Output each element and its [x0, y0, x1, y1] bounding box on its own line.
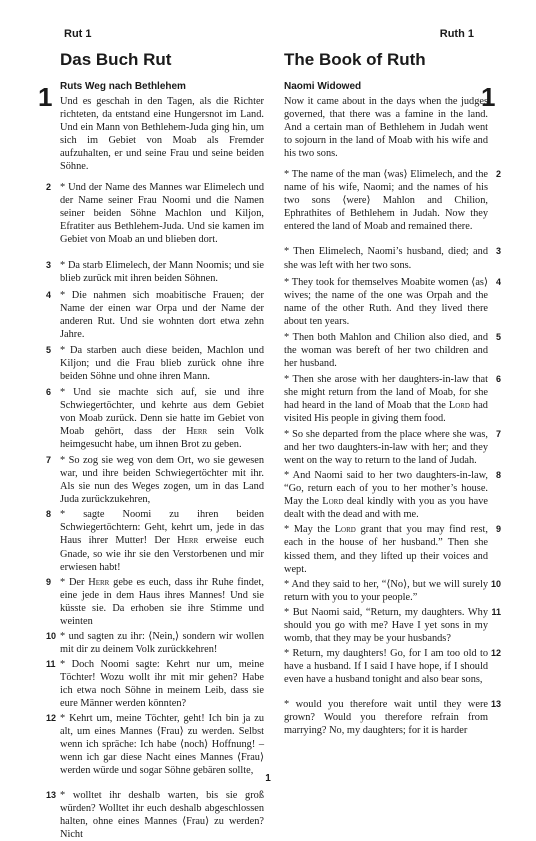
- verse-text: * So she departed from the place where she was, and her two daughters-in-law with her; and they went on the way to return to the land of Judah.: [284, 429, 488, 467]
- verse-text: Now it came about in the days when the judges governed, that there was a famine in the land. And a certain man of Bethlehem in Judah went to sojourn in the land of Moab with his wife and his two sons.: [284, 96, 488, 160]
- verse-list-german: [46, 95, 264, 841]
- chapter-number-right: 1: [481, 82, 496, 112]
- verse-text: * Und der Name des Mannes war Elimelech und der Name seiner Frau Noomi und die Namen seiner beiden Söhne Machlon und Kiljon, Efratiter aus Bethlehem-Juda. Und sie kamen im Gebiet von Moab an und blieben dort.: [60, 182, 264, 246]
- english-column: [284, 50, 501, 737]
- verse-right-7: [284, 428, 501, 467]
- running-header-right: Ruth 1: [439, 28, 474, 40]
- verse-number: 12: [46, 713, 57, 724]
- verse-number: 10: [490, 578, 501, 589]
- verse-number: 7: [495, 429, 501, 440]
- verse-right-13: [284, 698, 501, 737]
- running-header-left: Rut 1: [64, 28, 92, 40]
- verse-number: 9: [46, 576, 52, 587]
- section-heading-english: Naomi Widowed: [284, 81, 362, 92]
- verse-text: * Then she arose with her daughters-in-law that she might return from the land of Moab, for she had heard in the land of Moab that the Lord had visited His people in giving them food.: [284, 373, 488, 425]
- verse-text: * And they said to her, “⟨No⟩, but we will surely return with you to your people.”: [284, 578, 488, 603]
- verse-text: * Der Herr gebe es euch, dass ihr Ruhe findet, eine jede in dem Haus ihres Mannes! Und sie küsste sie. Da erhoben sie ihre Stimme und weinten: [60, 576, 264, 627]
- verse-number: 6: [46, 386, 52, 397]
- verse-text: * Kehrt um, meine Töchter, geht! Ich bin ja zu alt, um eines Mannes ⟨Frau⟩ zu werden. Selbst wenn ich spräche: Ich habe ⟨noch⟩ Hoffnung! – wenn ich gar diese Nacht eines Mannes ⟨Frau⟩ werden würde und sogar Söhne gebären sollte,: [60, 713, 264, 777]
- verse-number: 13: [490, 698, 501, 709]
- verse-text: * Return, my daughters! Go, for I am too old to have a husband. If I said I have hope, if I should even have a husband tonight and also bear sons,: [284, 647, 488, 685]
- verse-text: * They took for themselves Moabite women ⟨as⟩ wives; the name of the one was Orpah and the name of the other Ruth. And they lived there about ten years.: [284, 276, 488, 327]
- verse-right-4: [284, 276, 501, 328]
- verse-left-5: [46, 344, 264, 383]
- verse-number: 5: [495, 331, 501, 342]
- verse-right-6: [284, 373, 501, 425]
- verse-number: 4: [495, 276, 501, 287]
- verse-text: * Doch Noomi sagte: Kehrt nur um, meine Töchter! Wozu wollt ihr mit mir gehen? Habe ich etwa noch Söhne in meinem Leib, dass sie eure Männer werden könnten?: [60, 658, 264, 710]
- verse-left-8: [46, 508, 264, 573]
- verse-text: * sagte Noomi zu ihren beiden Schwiegertöchtern: Geht, kehrt um, jede in das Haus ihrer Mutter! Der Herr erweise euch Gnade, so wie ihr sie den Verstorbenen und mir erwiesen habt!: [60, 509, 264, 573]
- verse-right-3: [284, 245, 501, 271]
- book-title-german: Das Buch Rut: [60, 50, 172, 69]
- verse-right-10: [284, 578, 501, 604]
- verse-number: 12: [490, 647, 501, 658]
- verse-left-7: [46, 454, 264, 506]
- chapter-number-left: 1: [38, 82, 53, 112]
- verse-number: 8: [495, 470, 501, 481]
- verse-left-11: [46, 658, 264, 710]
- section-heading-german: Ruts Weg nach Bethlehem: [60, 81, 186, 92]
- verse-text: * But Naomi said, “Return, my daughters. Why should you go with me? Have I yet sons in my womb, that they may be your husbands?: [284, 606, 488, 644]
- verse-text: * would you therefore wait until they were grown? Would you therefore refrain from marrying? No, my daughters; for it is harder: [284, 698, 488, 737]
- verse-left-10: [46, 630, 264, 656]
- verse-text: * May the Lord grant that you may find rest, each in the house of her husband.” Then she kissed them, and they lifted up their voices and wept.: [284, 524, 488, 575]
- verse-text: * Die nahmen sich moabitische Frauen; der Name der einen war Orpa und der Name der anderen Rut. Und sie wohnten dort etwa zehn Jahre.: [60, 289, 264, 340]
- verse-right-9: [284, 523, 501, 575]
- verse-left-9: [46, 576, 264, 628]
- verse-number: 11: [491, 606, 501, 617]
- verse-list-english: [284, 95, 501, 737]
- verse-left-2: [46, 181, 264, 246]
- verse-left-3: [46, 259, 264, 285]
- verse-number: 7: [46, 455, 52, 466]
- verse-left-6: [46, 386, 264, 451]
- german-column: [46, 50, 264, 841]
- verse-text: * Then Elimelech, Naomi’s husband, died; and she was left with her two sons.: [284, 246, 488, 271]
- verse-number: 10: [46, 630, 57, 641]
- verse-number: 5: [46, 344, 52, 355]
- verse-text: * Und sie machte sich auf, sie und ihre Schwiegertöchter, und kehrte aus dem Gebiet von Moab zurück. Denn sie hatte im Gebiet von Moab gehört, dass der Herr sein Volk heimgesucht habe, um ihnen Brot zu geben.: [60, 386, 264, 451]
- verse-left-4: [46, 289, 264, 341]
- verse-right-5: [284, 331, 501, 370]
- verse-text: Und es geschah in den Tagen, als die Richter richteten, da entstand eine Hungersnot im Land. Und ein Mann von Bethlehem-Juda ging hin, um sich im Gebiet von Moab als Fremder aufzuhalten, er und seine Frau und seine beiden Söhne.: [60, 96, 264, 173]
- verse-number: 8: [46, 509, 52, 520]
- verse-left-12: [46, 712, 264, 777]
- verse-number: 2: [46, 182, 52, 193]
- verse-left-1: [60, 95, 264, 173]
- verse-text: * The name of the man ⟨was⟩ Elimelech, and the name of his wife, Naomi; and the names of his two sons ⟨were⟩ Mahlon and Chilion, Ephrathites of Bethlehem in Judah. Now they entered the land of Moab and remained there.: [284, 169, 488, 233]
- verse-text: * So zog sie weg von dem Ort, wo sie gewesen war, und ihre beiden Schwiegertöchter mit ihr. Als sie nun des Weges zogen, um in das Land Juda zurückzukehren,: [60, 455, 264, 506]
- verse-text: * Da starben auch diese beiden, Machlon und Kiljon; und die Frau blieb zurück ohne ihre beiden Söhne und ohne ihren Mann.: [60, 344, 264, 382]
- verse-text: * und sagten zu ihr: ⟨Nein,⟩ sondern wir wollen mit dir zu deinem Volk zurückkehren!: [60, 630, 264, 655]
- book-title-english: The Book of Ruth: [284, 50, 426, 69]
- verse-number: 13: [46, 790, 57, 801]
- verse-text: * Then both Mahlon and Chilion also died, and the woman was bereft of her two children and her husband.: [284, 331, 488, 369]
- verse-text: * Da starb Elimelech, der Mann Noomis; und sie blieb zurück mit ihren beiden Söhnen.: [60, 259, 264, 284]
- verse-number: 9: [495, 524, 501, 535]
- page-number: 1: [265, 773, 271, 784]
- verse-text: * And Naomi said to her two daughters-in-law, “Go, return each of you to her mother’s house. May the Lord deal kindly with you as you have dealt with the dead and with me.: [284, 470, 488, 521]
- verse-left-13: [46, 789, 264, 841]
- verse-right-11: [284, 606, 501, 645]
- verse-number: 3: [495, 246, 501, 257]
- verse-right-1: [284, 95, 488, 160]
- verse-number: 2: [495, 169, 501, 180]
- verse-right-2: [284, 168, 501, 233]
- verse-right-12: [284, 647, 501, 686]
- verse-number: 3: [46, 259, 52, 270]
- verse-number: 6: [495, 373, 501, 384]
- verse-number: 11: [46, 658, 56, 669]
- verse-number: 4: [46, 289, 52, 300]
- verse-text: * wolltet ihr deshalb warten, bis sie groß würden? Wolltet ihr euch deshalb abgeschlossen halten, ohne eines Mannes ⟨Frau⟩ zu werden? Nicht: [60, 790, 264, 841]
- verse-right-8: [284, 469, 501, 521]
